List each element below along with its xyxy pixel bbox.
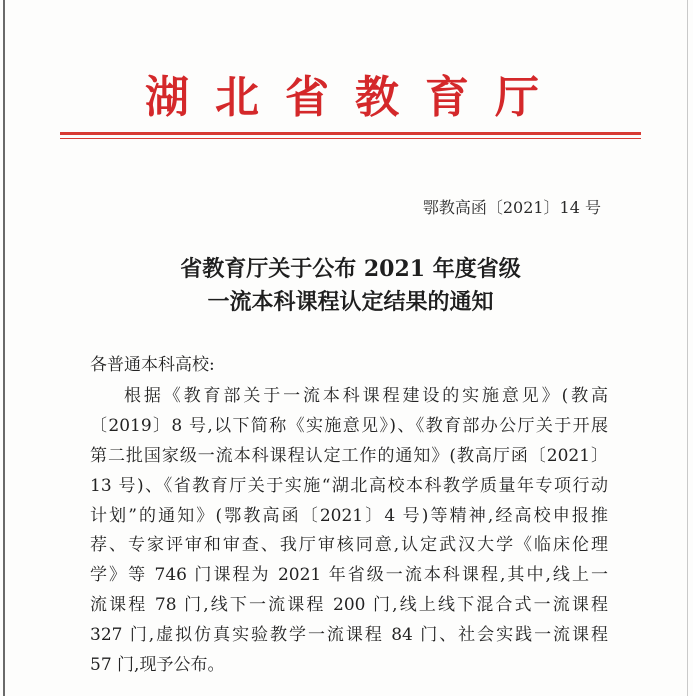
body-line: 学》等 746 门课程为 2021 年省级一流本科课程,其中,线上一 [90, 565, 608, 586]
document-number: 鄂教高函〔2021〕14 号 [422, 198, 601, 217]
header-red-rule-thin [60, 138, 641, 139]
body-line: 327 门,虚拟仿真实验教学一流课程 84 门、社会实践一流课程 [90, 625, 608, 646]
issuing-authority-title: 湖北省教育厅 [145, 72, 565, 123]
body-line: 第二批国家级一流本科课程认定工作的通知》(教高厅函〔2021〕 [90, 445, 608, 466]
body-line: 计划”的通知》(鄂教高函〔2021〕4 号)等精神,经高校申报推 [90, 505, 608, 526]
body-line: 57 门,现予公布。 [90, 655, 225, 676]
body-line: 流课程 78 门,线下一流课程 200 门,线上线下混合式一流课程 [90, 595, 608, 616]
page-left-edge [3, 0, 5, 696]
body-line: 13 号)、《省教育厅关于实施“湖北高校本科教学质量年专项行动 [90, 475, 608, 496]
document-title-line-2: 一流本科课程认定结果的通知 [207, 289, 494, 315]
document-title-line-1: 省教育厅关于公布 2021 年度省级 [180, 256, 521, 282]
body-line: 根据《教育部关于一流本科课程建设的实施意见》(教高 [124, 386, 608, 406]
body-line: 荐、专家评审和审查、我厅审核同意,认定武汉大学《临床伦理 [90, 535, 608, 556]
header-red-rule-thick [60, 132, 641, 135]
document-title [60, 253, 641, 319]
salutation: 各普通本科高校: [90, 355, 215, 375]
body-paragraph [90, 382, 608, 681]
body-line: 〔2019〕8 号,以下简称《实施意见》)、《教育部办公厅关于开展 [90, 415, 608, 436]
page-right-edge [687, 0, 688, 696]
